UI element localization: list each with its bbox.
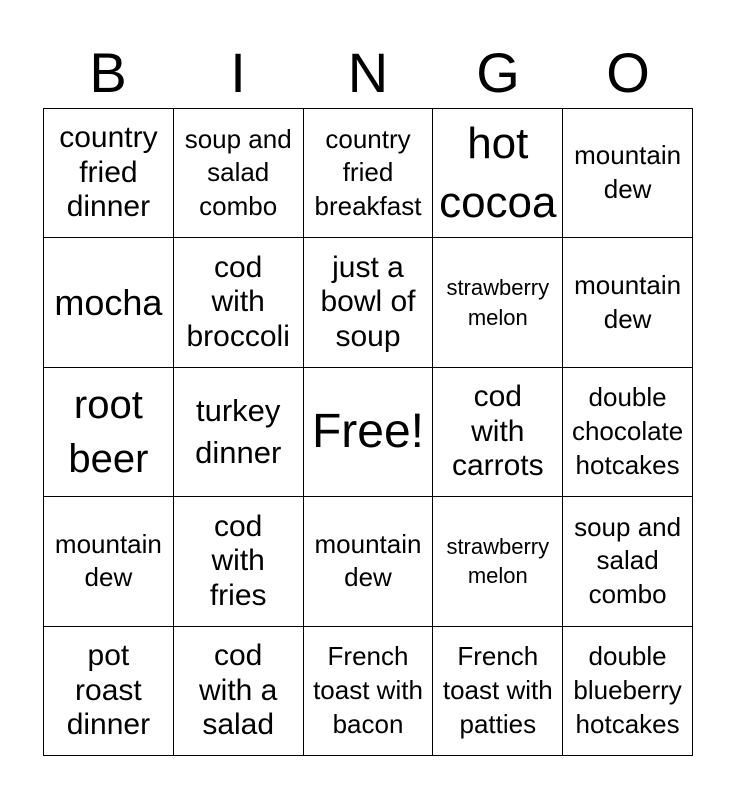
- cell-label: cod with a salad: [199, 639, 278, 742]
- header-letter-o: O: [606, 41, 650, 104]
- bingo-cell[interactable]: [174, 497, 304, 626]
- cell-label: mountain dew: [574, 269, 682, 334]
- header-letter-b: B: [89, 41, 127, 104]
- bingo-cell[interactable]: [433, 497, 563, 626]
- bingo-header: [43, 38, 693, 108]
- cell-label: French toast with bacon: [313, 641, 423, 739]
- bingo-cell[interactable]: [174, 627, 304, 756]
- bingo-cell[interactable]: [44, 238, 174, 367]
- cell-label: mountain dew: [574, 140, 682, 205]
- bingo-cell[interactable]: [563, 368, 693, 497]
- bingo-cell[interactable]: [44, 368, 174, 497]
- bingo-cell[interactable]: [174, 238, 304, 367]
- bingo-cell[interactable]: [433, 109, 563, 238]
- bingo-cell[interactable]: [433, 627, 563, 756]
- bingo-cell[interactable]: [304, 368, 434, 497]
- cell-label: mocha: [54, 281, 163, 323]
- bingo-cell[interactable]: [174, 368, 304, 497]
- cell-label: cod with carrots: [451, 380, 544, 483]
- bingo-cell[interactable]: [563, 238, 693, 367]
- bingo-cell[interactable]: [563, 109, 693, 238]
- bingo-cell[interactable]: [44, 627, 174, 756]
- header-letter-n: N: [347, 41, 389, 104]
- bingo-cell[interactable]: [304, 109, 434, 238]
- header-letter-i: I: [230, 41, 246, 104]
- bingo-cell[interactable]: [563, 497, 693, 626]
- cell-label: hot cocoa: [439, 118, 557, 228]
- cell-label: soup and salad combo: [574, 511, 682, 610]
- cell-label: country fried breakfast: [314, 123, 422, 222]
- cell-label: mountain dew: [54, 528, 162, 593]
- cell-label: cod with broccoli: [186, 250, 290, 353]
- bingo-cell[interactable]: [304, 627, 434, 756]
- cell-label: double blueberry hotcakes: [573, 641, 682, 739]
- cell-label: strawberry melon: [446, 533, 550, 589]
- bingo-cell[interactable]: [44, 497, 174, 626]
- cell-label: turkey dinner: [195, 393, 282, 470]
- bingo-cell[interactable]: [304, 238, 434, 367]
- cell-label: root beer: [68, 382, 149, 481]
- free-space-label: Free!: [311, 405, 424, 459]
- cell-label: just a bowl of soup: [320, 250, 416, 353]
- bingo-cell[interactable]: [563, 627, 693, 756]
- cell-label: country fried dinner: [59, 121, 158, 224]
- cell-label: pot roast dinner: [66, 639, 151, 742]
- bingo-cell[interactable]: [433, 368, 563, 497]
- bingo-cell[interactable]: [304, 497, 434, 626]
- cell-label: French toast with patties: [442, 641, 553, 739]
- cell-label: mountain dew: [314, 528, 422, 593]
- bingo-cell[interactable]: [174, 109, 304, 238]
- bingo-board: [43, 108, 693, 756]
- bingo-cell[interactable]: [44, 109, 174, 238]
- cell-label: soup and salad combo: [184, 123, 292, 222]
- cell-label: cod with fries: [209, 509, 267, 612]
- bingo-cell[interactable]: [433, 238, 563, 367]
- cell-label: double chocolate hotcakes: [571, 382, 684, 480]
- cell-label: strawberry melon: [446, 274, 550, 330]
- header-letter-g: G: [476, 41, 520, 104]
